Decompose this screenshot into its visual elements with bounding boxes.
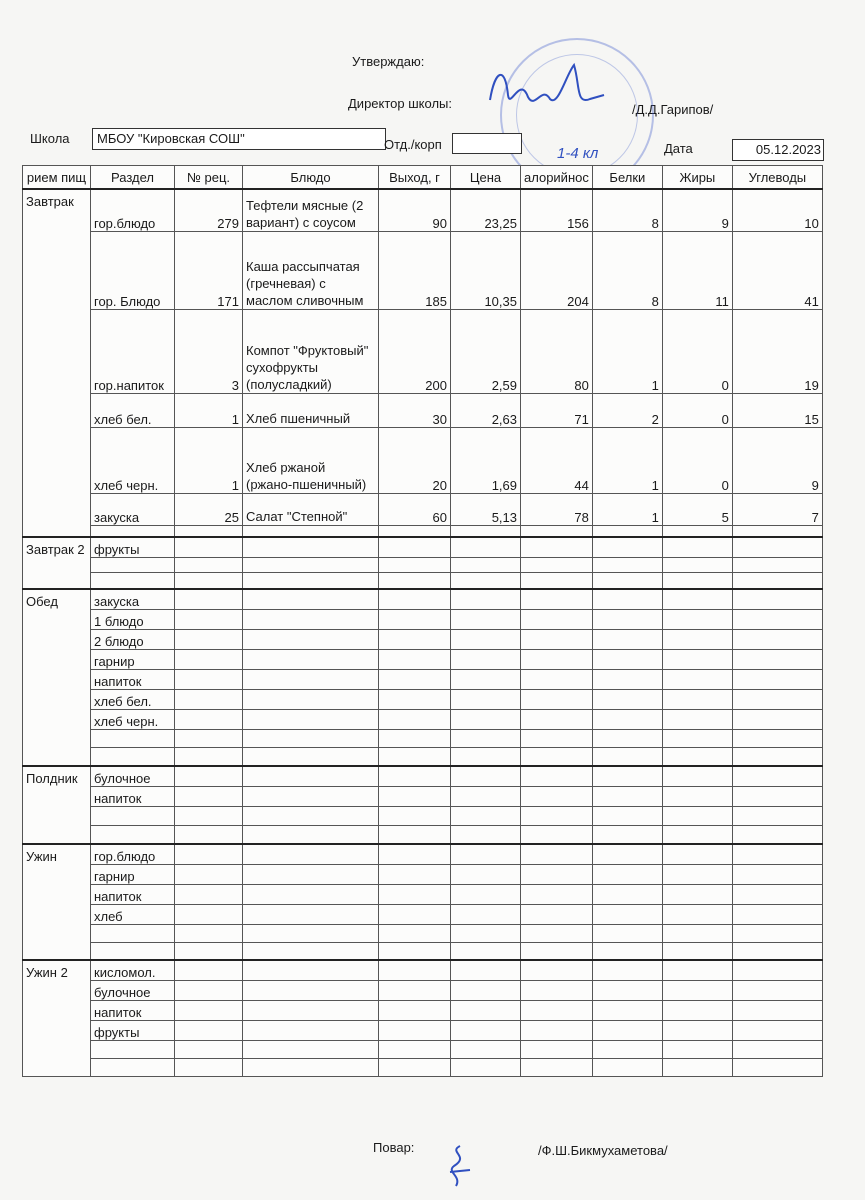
table-row: [23, 806, 823, 825]
fat-cell: 9: [662, 189, 732, 231]
stamp-note: 1-4 кл: [557, 145, 599, 162]
table-row: [23, 525, 823, 537]
recipe-cell: 1: [175, 427, 243, 493]
section-cell: закуска: [91, 589, 175, 609]
section-cell: гор.напиток: [91, 309, 175, 393]
recipe-cell: 1: [175, 393, 243, 427]
section-cell: напиток: [91, 884, 175, 904]
protein-cell: 2: [592, 393, 662, 427]
protein-cell: 1: [592, 493, 662, 525]
protein-cell: 1: [592, 309, 662, 393]
date-field[interactable]: 05.12.2023: [732, 139, 824, 161]
dept-field[interactable]: [452, 133, 522, 154]
fat-cell: 0: [662, 309, 732, 393]
kcal-cell: 44: [521, 427, 593, 493]
table-row: [23, 942, 823, 960]
section-cell: 1 блюдо: [91, 609, 175, 629]
section-cell: хлеб черн.: [91, 427, 175, 493]
price-cell: 2,63: [451, 393, 521, 427]
col-fat: Жиры: [662, 166, 732, 190]
section-cell: булочное: [91, 766, 175, 786]
kcal-cell: 78: [521, 493, 593, 525]
col-dish: Блюдо: [243, 166, 379, 190]
table-row: [23, 493, 823, 525]
dish-cell: Компот "Фруктовый" сухофрукты (полусладкий): [243, 309, 379, 393]
price-cell: 2,59: [451, 309, 521, 393]
protein-cell: 8: [592, 189, 662, 231]
section-cell: напиток: [91, 1000, 175, 1020]
meal-breakfast2: Завтрак 2: [23, 537, 91, 589]
table-row: [23, 844, 823, 864]
meal-breakfast: Завтрак: [23, 189, 91, 537]
col-section: Раздел: [91, 166, 175, 190]
kcal-cell: 156: [521, 189, 593, 231]
section-cell: хлеб черн.: [91, 709, 175, 729]
table-row: [23, 766, 823, 786]
carbs-cell: 19: [732, 309, 822, 393]
table-row: [23, 189, 823, 231]
col-kcal: алорийнос: [521, 166, 593, 190]
table-row: [23, 649, 823, 669]
col-yield: Выход, г: [379, 166, 451, 190]
carbs-cell: 10: [732, 189, 822, 231]
fat-cell: 5: [662, 493, 732, 525]
kcal-cell: 204: [521, 231, 593, 309]
section-cell: фрукты: [91, 537, 175, 557]
table-row: [23, 904, 823, 924]
price-cell: 10,35: [451, 231, 521, 309]
section-cell: фрукты: [91, 1020, 175, 1040]
section-cell: закуска: [91, 493, 175, 525]
carbs-cell: 7: [732, 493, 822, 525]
meal-lunch: Обед: [23, 589, 91, 766]
table-row: [23, 786, 823, 806]
cook-label: Повар:: [373, 1140, 415, 1155]
table-row: [23, 629, 823, 649]
recipe-cell: 279: [175, 189, 243, 231]
table-row: [23, 709, 823, 729]
table-row: [23, 609, 823, 629]
table-row: [23, 864, 823, 884]
school-field[interactable]: МБОУ "Кировская СОШ": [92, 128, 386, 150]
recipe-cell: 171: [175, 231, 243, 309]
cook-name: /Ф.Ш.Бикмухаметова/: [538, 1143, 668, 1158]
section-cell: кисломол.: [91, 960, 175, 980]
section-cell: гор.блюдо: [91, 189, 175, 231]
section-cell: гор. Блюдо: [91, 231, 175, 309]
yield-cell: 60: [379, 493, 451, 525]
dish-cell: Каша рассыпчатая (гречневая) с маслом сливочным: [243, 231, 379, 309]
cook-signature: [440, 1142, 480, 1192]
fat-cell: 0: [662, 393, 732, 427]
section-cell: напиток: [91, 786, 175, 806]
table-row: [23, 1000, 823, 1020]
menu-table: [22, 165, 823, 1077]
yield-cell: 30: [379, 393, 451, 427]
recipe-cell: 25: [175, 493, 243, 525]
table-row: [23, 689, 823, 709]
carbs-cell: 15: [732, 393, 822, 427]
approve-label: Утверждаю:: [352, 54, 425, 69]
price-cell: 1,69: [451, 427, 521, 493]
yield-cell: 90: [379, 189, 451, 231]
section-cell: напиток: [91, 669, 175, 689]
kcal-cell: 80: [521, 309, 593, 393]
section-cell: хлеб: [91, 904, 175, 924]
yield-cell: 185: [379, 231, 451, 309]
table-row: [23, 960, 823, 980]
table-row: [23, 729, 823, 747]
section-cell: 2 блюдо: [91, 629, 175, 649]
dish-cell: Салат "Степной": [243, 493, 379, 525]
section-cell: гарнир: [91, 649, 175, 669]
date-label: Дата: [664, 141, 693, 156]
table-row: [23, 825, 823, 844]
table-row: [23, 980, 823, 1000]
col-meal: рием пищ: [23, 166, 91, 190]
table-header-row: [23, 166, 823, 190]
section-cell: гарнир: [91, 864, 175, 884]
section-cell: булочное: [91, 980, 175, 1000]
table-row: [23, 1040, 823, 1058]
section-cell: хлеб бел.: [91, 689, 175, 709]
table-row: [23, 231, 823, 309]
table-row: [23, 669, 823, 689]
meal-snack: Полдник: [23, 766, 91, 844]
table-row: [23, 537, 823, 557]
table-row: [23, 589, 823, 609]
carbs-cell: 41: [732, 231, 822, 309]
section-cell: гор.блюдо: [91, 844, 175, 864]
fat-cell: 11: [662, 231, 732, 309]
table-row: [23, 572, 823, 589]
table-row: [23, 747, 823, 766]
director-name: /Д.Д.Гарипов/: [632, 102, 714, 117]
table-row: [23, 309, 823, 393]
meal-dinner: Ужин: [23, 844, 91, 960]
dish-cell: Тефтели мясные (2 вариант) с соусом: [243, 189, 379, 231]
recipe-cell: 3: [175, 309, 243, 393]
col-carbs: Углеводы: [732, 166, 822, 190]
meal-dinner2: Ужин 2: [23, 960, 91, 1076]
table-row: [23, 1020, 823, 1040]
table-row: [23, 884, 823, 904]
dept-label: Отд./корп: [384, 137, 442, 152]
col-recipe: № рец.: [175, 166, 243, 190]
carbs-cell: 9: [732, 427, 822, 493]
director-label: Директор школы:: [348, 96, 452, 111]
yield-cell: 20: [379, 427, 451, 493]
protein-cell: 1: [592, 427, 662, 493]
table-row: [23, 557, 823, 572]
kcal-cell: 71: [521, 393, 593, 427]
dish-cell: Хлеб ржаной (ржано-пшеничный): [243, 427, 379, 493]
protein-cell: 8: [592, 231, 662, 309]
table-row: [23, 924, 823, 942]
school-label: Школа: [30, 131, 70, 146]
section-cell: хлеб бел.: [91, 393, 175, 427]
price-cell: 5,13: [451, 493, 521, 525]
table-row: [23, 393, 823, 427]
price-cell: 23,25: [451, 189, 521, 231]
table-row: [23, 1058, 823, 1076]
dish-cell: Хлеб пшеничный: [243, 393, 379, 427]
table-row: [23, 427, 823, 493]
col-price: Цена: [451, 166, 521, 190]
yield-cell: 200: [379, 309, 451, 393]
col-protein: Белки: [592, 166, 662, 190]
director-signature: [480, 55, 610, 125]
fat-cell: 0: [662, 427, 732, 493]
